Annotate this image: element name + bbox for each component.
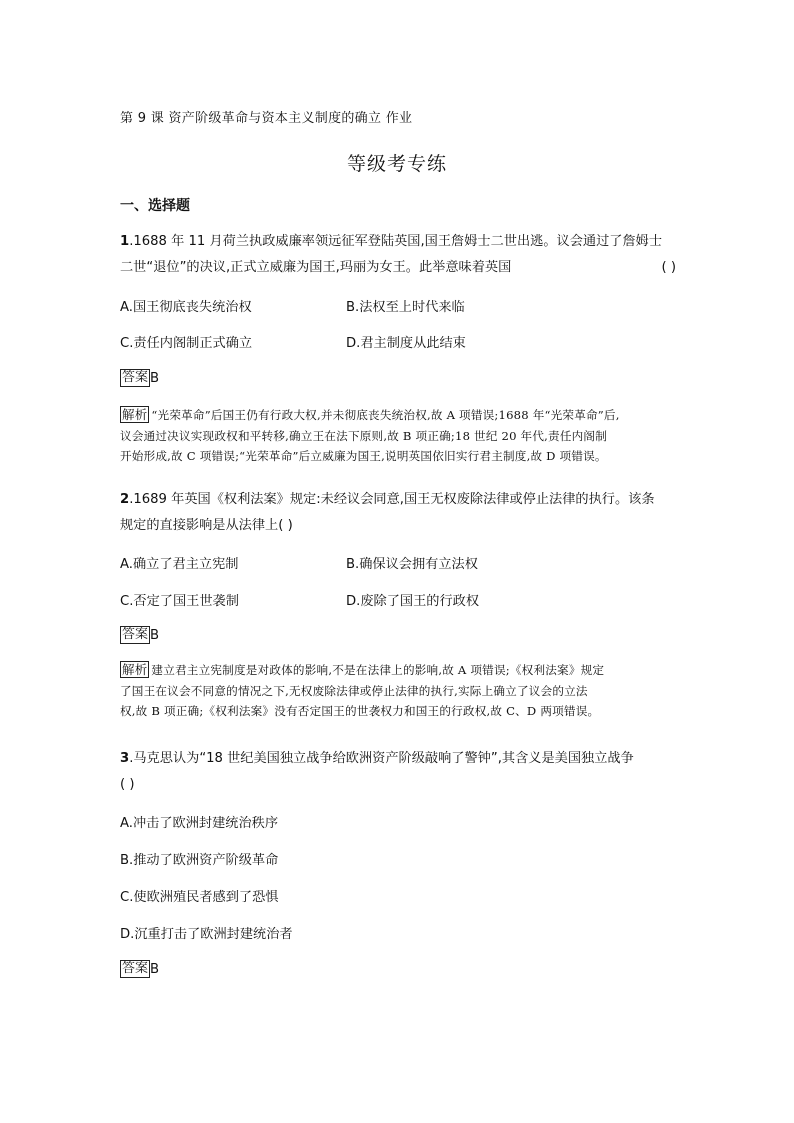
option-a: A.国王彻底丧失统治权 — [120, 300, 252, 315]
answer-tag: 答案 — [122, 370, 149, 385]
answer-line — [120, 960, 159, 978]
analysis-tag: 解析 — [122, 662, 148, 677]
analysis-text: 权,故 B 项正确;《权利法案》没有否定国王的世袭权力和国王的行政权,故 C、D 两项错误。 — [120, 704, 600, 718]
option-a: A.冲击了欧洲封建统治秩序 — [120, 816, 279, 831]
answer-line — [120, 626, 159, 644]
answer-tag: 答案 — [122, 961, 149, 976]
option-d: D.沉重打击了欧洲封建统治者 — [120, 927, 293, 942]
answer-line — [120, 369, 159, 387]
option-b: B.确保议会拥有立法权 — [346, 557, 478, 572]
analysis-block — [120, 405, 678, 467]
answer-tag: 答案 — [122, 627, 149, 642]
question-text: 二世“退位”的决议,正式立威廉为国王,玛丽为女王。此举意味着英国 — [120, 260, 512, 275]
question-number: 3 — [120, 751, 130, 766]
option-d: D.君主制度从此结束 — [346, 336, 466, 351]
lesson-header: 第 9 课 资产阶级革命与资本主义制度的确立 作业 — [120, 111, 413, 126]
question-text: .马克思认为“18 世纪美国独立战争给欧洲资产阶级敲响了警钟”,其含义是美国独立战争 — [129, 751, 634, 766]
analysis-text: “光荣革命”后国王仍有行政大权,并未彻底丧失统治权,故 A 项错误;1688 年“光荣革命”后, — [151, 408, 620, 422]
analysis-text: 开始形成,故 C 项错误;“光荣革命”后立威廉为国王,说明英国依旧实行君主制度,故 D 项错误。 — [120, 449, 607, 463]
option-d: D.废除了国王的行政权 — [346, 594, 480, 609]
answer-value: B — [150, 961, 160, 977]
question-text: .1689 年英国《权利法案》规定:未经议会同意,国王无权废除法律或停止法律的执行。该条 — [129, 492, 655, 507]
analysis-text: 了国王在议会不同意的情况之下,无权废除法律或停止法律的执行,实际上确立了议会的立法 — [120, 683, 588, 698]
page-title: 等级考专练 — [346, 153, 447, 175]
question-text: .1688 年 11 月荷兰执政威廉率领远征军登陆英国,国王詹姆士二世出逃。议会通过了詹姆士 — [129, 234, 663, 249]
answer-value: B — [150, 627, 160, 643]
option-c: C.使欧洲殖民者感到了恐惧 — [120, 890, 279, 905]
question-number: 1 — [120, 234, 130, 249]
analysis-block — [120, 660, 678, 722]
option-b: B.推动了欧洲资产阶级革命 — [120, 853, 279, 868]
question-3 — [120, 746, 676, 798]
answer-value: B — [150, 370, 160, 386]
option-a: A.确立了君主立宪制 — [120, 557, 239, 572]
option-c: C.责任内阁制正式确立 — [120, 336, 253, 351]
question-1 — [120, 229, 676, 281]
question-number: 2 — [120, 492, 130, 507]
answer-blank: ( ) — [120, 777, 135, 792]
option-c: C.否定了国王世袭制 — [120, 594, 239, 609]
question-text: 规定的直接影响是从法律上( ) — [120, 518, 293, 533]
option-b: B.法权至上时代来临 — [346, 300, 465, 315]
analysis-tag: 解析 — [122, 407, 148, 422]
answer-blank: ( ) — [661, 260, 676, 275]
section-heading: 一、选择题 — [120, 198, 190, 214]
analysis-text: 议会通过决议实现政权和平转移,确立王在法下原则,故 B 项正确;18 世纪 20 年代,责任内阁制 — [120, 428, 607, 443]
analysis-text: 建立君主立宪制度是对政体的影响,不是在法律上的影响,故 A 项错误;《权利法案》规定 — [151, 663, 605, 677]
question-2 — [120, 487, 676, 539]
